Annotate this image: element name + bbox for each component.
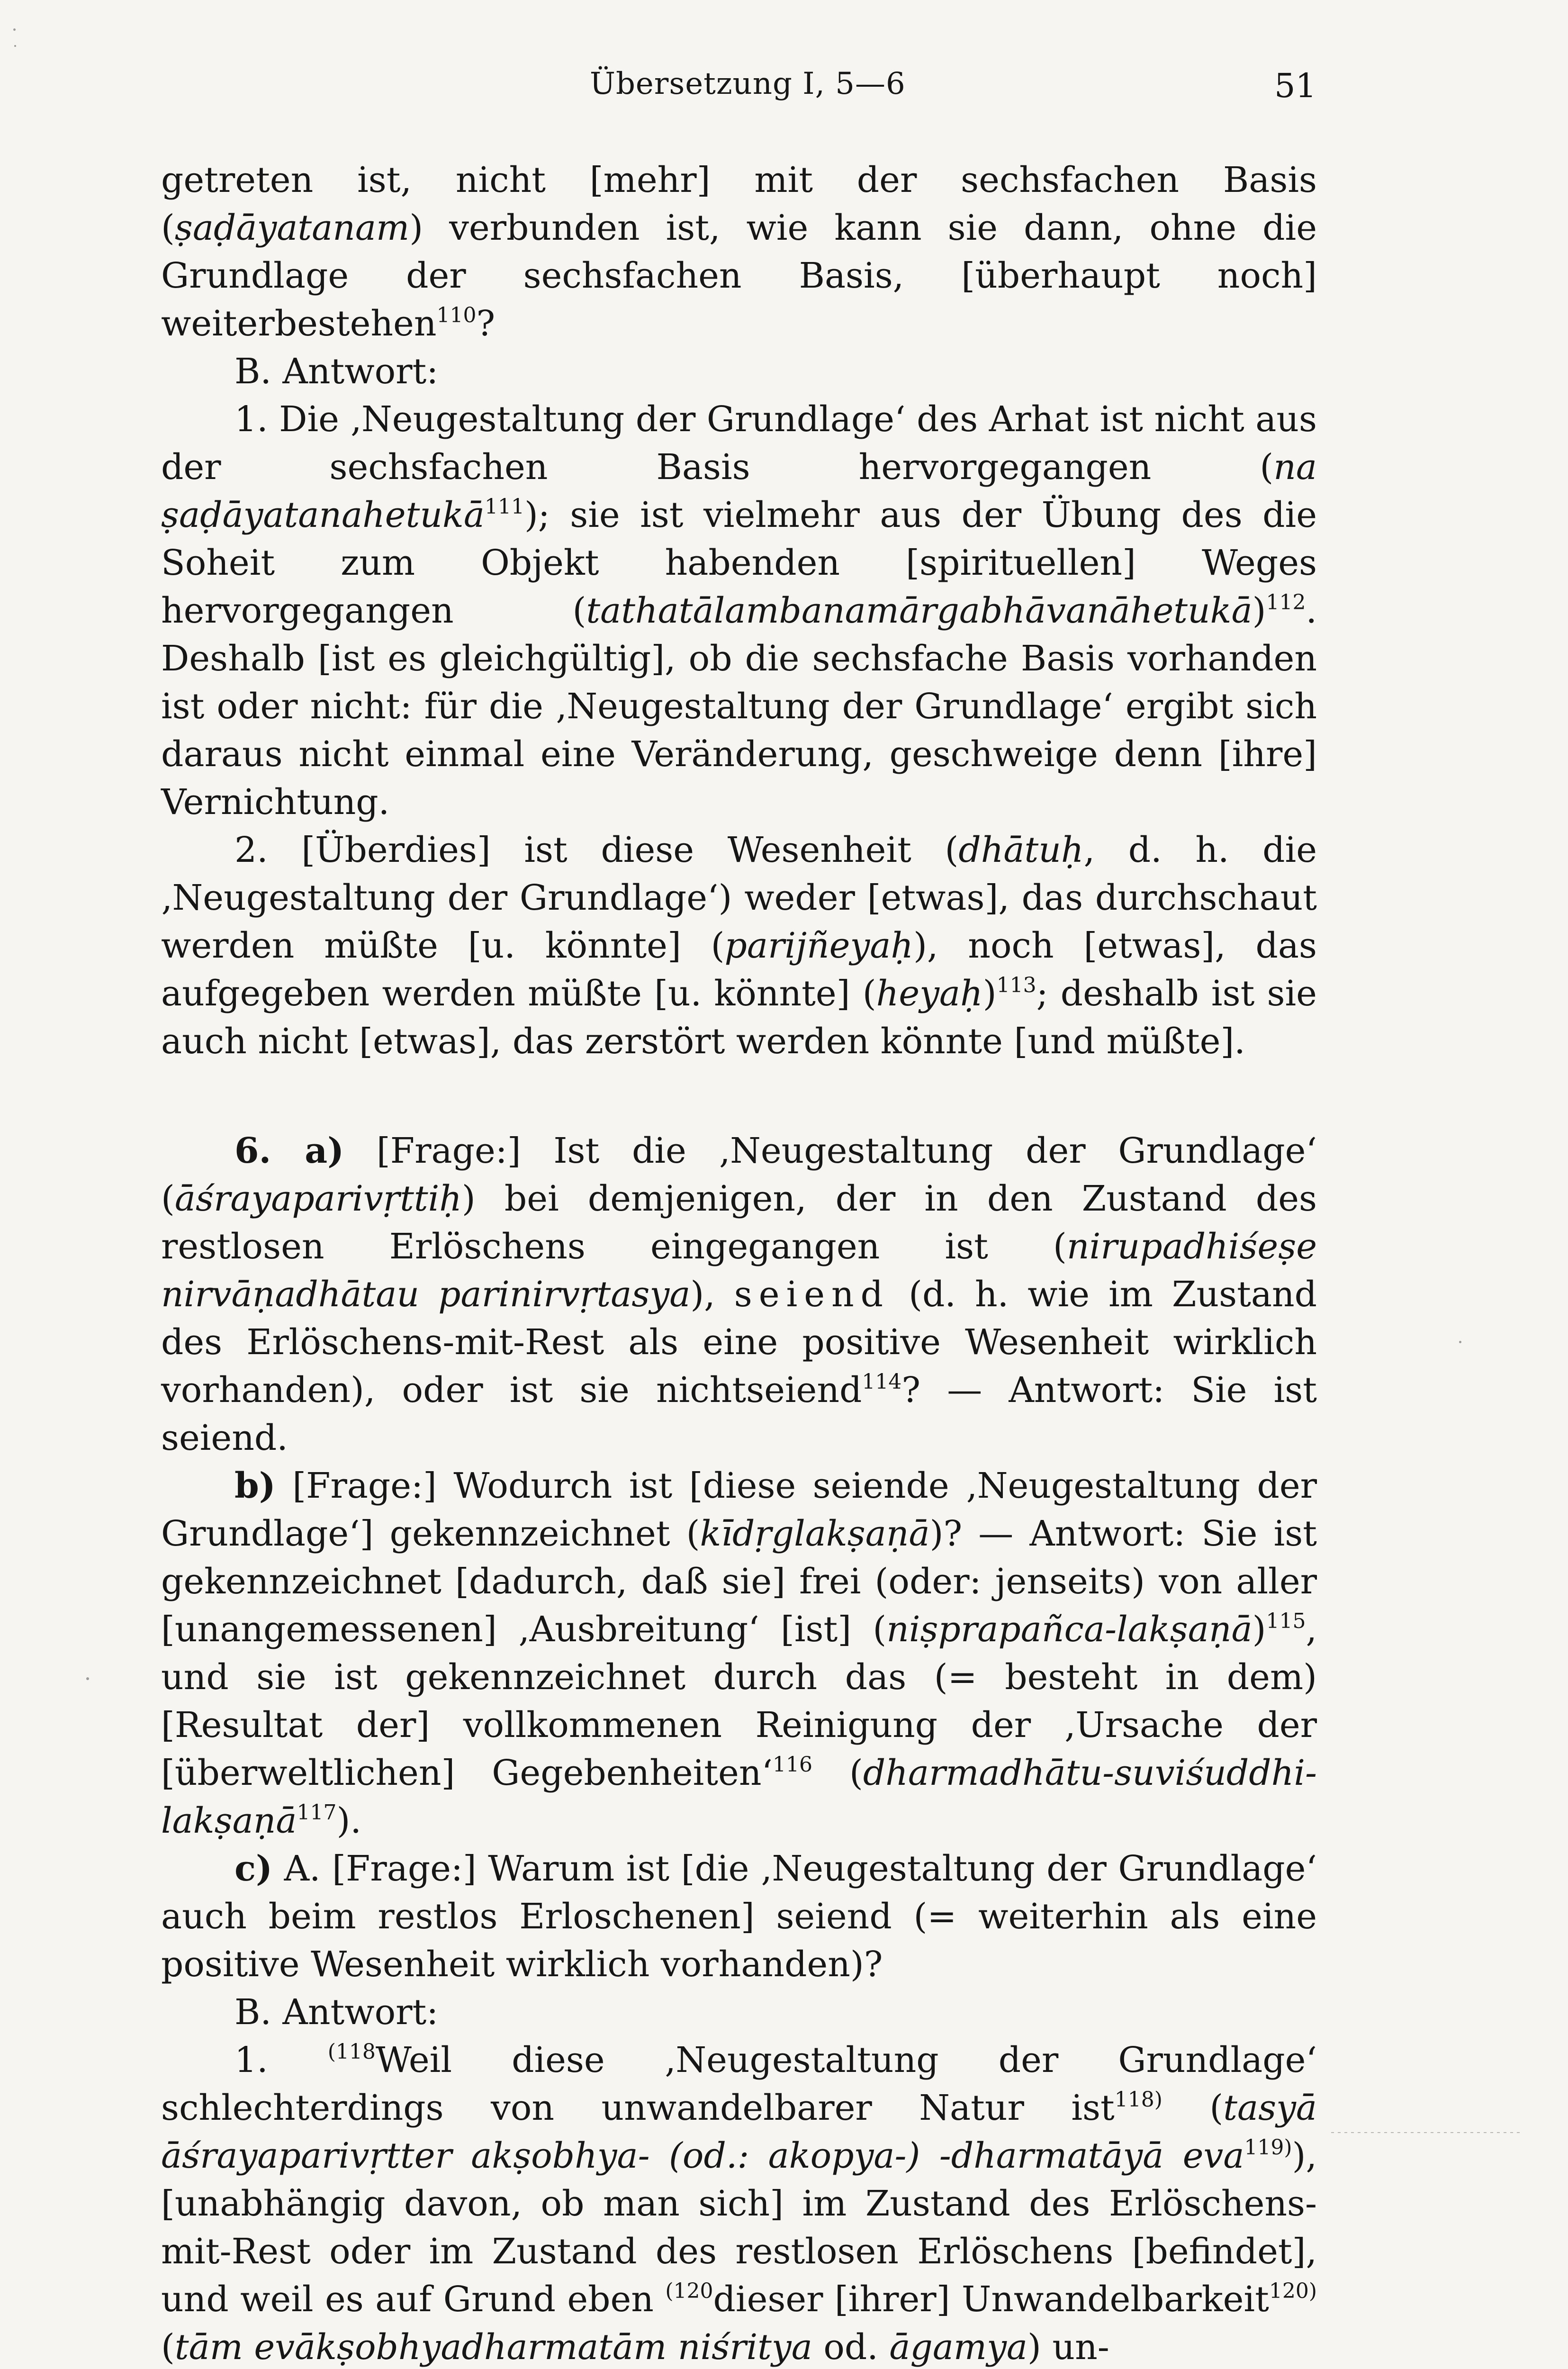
scan-speck — [86, 1677, 89, 1680]
scan-line — [1331, 2132, 1521, 2133]
running-title: Übersetzung I, 5—6 — [590, 66, 906, 101]
paragraph-answer-heading: B. Antwort: — [234, 351, 439, 392]
paragraph-6c: c) A. [Frage:] Warum ist [die ‚Neugestaltung der Grundlage‘ auch beim restlos Erloschenen] seiend (= weiterhin als eine positive Wesenheit wirklich vorhanden)? — [161, 1848, 1317, 1985]
paragraph-answer-2: 2. [Überdies] ist diese Wesenheit (dhātuḥ, d. h. die ‚Neugestaltung der Grundlage‘) weder [etwas], das durchschaut werden müßte [u. könnte] (parijñeyaḥ), noch [etwas], das aufgegeben werden müßte [u. könnte] (heyaḥ)$^{113}$; deshalb ist sie auch nicht [etwas], das zerstört werden könnte [und müßte]. — [161, 830, 1317, 1062]
scan-speck — [1459, 1341, 1461, 1343]
paragraph-answer-1: 1. Die ‚Neugestaltung der Grundlage‘ des Arhat ist nicht aus der sechsfachen Basis hervorgegangen (na ṣaḍāyatanahetukā$^{111}$); sie ist vielmehr aus der Übung des die Soheit zum Objekt habenden [spirituellen] Weges hervorgegangen (tathatālambanamārgabhāvanāhetukā)$^{112}$. Deshalb [ist es gleichgültig], ob die sechsfache Basis vorhanden ist oder nicht: für die ‚Neugestaltung der Grundlage‘ ergibt sich daraus nicht einmal eine Veränderung, geschweige denn [ihre] Vernichtung. — [161, 399, 1317, 823]
paragraph-continuation: getreten ist, nicht [mehr] mit der sechsfachen Basis (ṣaḍāyatanam) verbunden ist, wie kann sie dann, ohne die Grundlage der sechsfachen Basis, [überhaupt noch] weiterbestehen$^{110}$? — [161, 160, 1317, 344]
page-number: 51 — [1274, 66, 1317, 105]
paragraph-6b: b) [Frage:] Wodurch ist [diese seiende ‚Neugestaltung der Grundlage‘] gekennzeichnet (kīdṛglakṣaṇā)? — Antwort: Sie ist gekennzeichnet [dadurch, daß sie] frei (oder: jenseits) von aller [unangemessenen] ‚Ausbreitung‘ [ist] (niṣprapañca-lakṣaṇā)$^{115}$, und sie ist gekennzeichnet durch das (= besteht in dem) [Resultat der] vollkommenen Reinigung der ‚Ursache der [überweltlichen] Gegebenheiten‘$^{116}$ (dharmadhātu-suviśuddhi-lakṣaṇā$^{117}$). — [161, 1465, 1317, 1841]
paragraph-answer-1-b: 1. $^{(118}$Weil diese ‚Neugestaltung der Grundlage‘ schlechterdings von unwandelbarer Natur ist$^{118)}$ (tasyā āśrayaparivṛtter akṣobhya- (od.: akopya-) -dharmatāyā eva$^{119)}$), [unabhängig davon, ob man sich] im Zustand des Erlöschens-mit-Rest oder im Zustand des restlosen Erlöschens [befindet], und weil es auf Grund eben $^{(120}$dieser [ihrer] Unwandelbarkeit$^{120)}$ (tām evākṣobhyadharmatām niśritya od. āgamya) un- — [161, 2040, 1317, 2368]
paragraph-6a: 6. a) [Frage:] Ist die ‚Neugestaltung der Grundlage‘ (āśrayaparivṛttiḥ) bei demjenigen, der in den Zustand des restlosen Erlöschens eingegangen ist (nirupadhiśeṣe nirvāṇadhātau parinirvṛtasya), seiend (d. h. wie im Zustand des Erlöschens-mit-Rest als eine positive Wesenheit wirklich vorhanden), oder ist sie nichtseiend$^{114}$? — Antwort: Sie ist seiend. — [161, 1130, 1317, 1458]
scan-speck — [14, 45, 16, 47]
paragraph-answer-heading-2: B. Antwort: — [234, 1992, 439, 2033]
scan-speck — [13, 28, 16, 31]
body-text — [161, 156, 1317, 2369]
